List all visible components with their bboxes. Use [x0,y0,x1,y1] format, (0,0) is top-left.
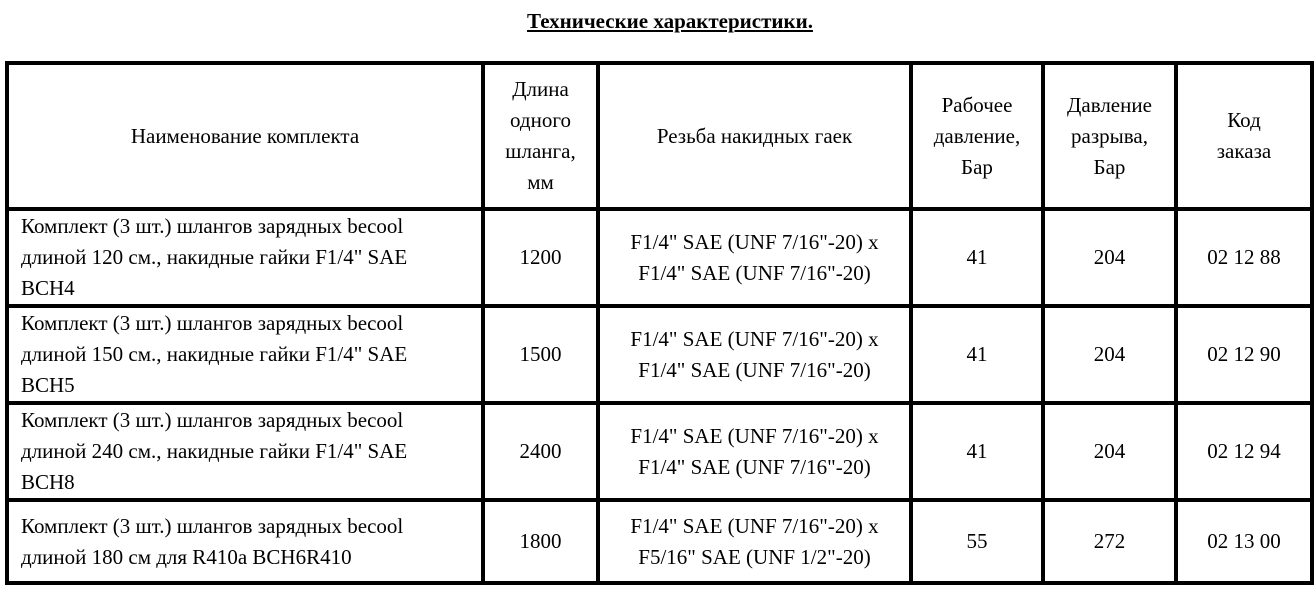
cell-working-pressure: 41 [911,209,1043,306]
header-code-line: Код [1227,108,1261,132]
page-title: Технические характеристики. [527,9,813,33]
cell-name [7,500,483,583]
header-working-line: давление, [933,123,1021,148]
header-working-line: Бар [961,154,993,179]
cell-burst-pressure: 204 [1043,209,1176,306]
cell-name [7,209,483,306]
cell-name [7,403,483,500]
cell-order-code: 02 13 00 [1176,500,1312,583]
header-code-line: заказа [1216,139,1272,163]
header-burst-pressure [1043,63,1176,209]
cell-burst-pressure: 204 [1043,306,1176,403]
header-burst-line: разрыва, [1071,123,1148,148]
table-row [7,403,1312,500]
cell-name-line: длиной 180 см для R410a BCH6R410 [21,544,352,569]
header-thread-label: Резьба накидных гаек [656,123,853,148]
table-row [7,209,1312,306]
cell-name-line: Комплект (3 шт.) шлангов зарядных becool [21,513,404,538]
table-row [7,500,1312,583]
cell-order-code: 02 12 94 [1176,403,1312,500]
table-row [7,306,1312,403]
header-length-line: шланга, [505,139,576,163]
cell-thread-line: F1/4" SAE (UNF 7/16"-20) [638,454,871,479]
header-length [483,63,598,209]
header-name [7,63,483,209]
header-working-line: Рабочее [941,92,1013,117]
cell-thread-line: F1/4" SAE (UNF 7/16"-20) x [630,229,879,254]
cell-name-line: BCH5 [21,373,75,397]
cell-thread-line: F1/4" SAE (UNF 7/16"-20) x [630,326,879,351]
cell-name-line: длиной 120 см., накидные гайки F1/4" SAE [21,245,408,269]
cell-length: 1200 [483,209,598,306]
table-header-row [7,63,1312,209]
cell-thread [598,500,911,583]
header-thread [598,63,911,209]
cell-name-line: BCH8 [21,470,75,494]
cell-name-line: длиной 150 см., накидные гайки F1/4" SAE [21,342,408,366]
cell-burst-pressure: 272 [1043,500,1176,583]
cell-thread-line: F1/4" SAE (UNF 7/16"-20) [638,357,871,382]
cell-name-line: длиной 240 см., накидные гайки F1/4" SAE [21,439,408,463]
cell-thread [598,306,911,403]
header-burst-line: Бар [1093,154,1126,179]
cell-name [7,306,483,403]
header-length-line: одного [510,108,571,132]
cell-working-pressure: 41 [911,306,1043,403]
cell-thread-line: F1/4" SAE (UNF 7/16"-20) x [630,423,879,448]
cell-thread-line: F1/4" SAE (UNF 7/16"-20) [638,260,871,285]
cell-working-pressure: 55 [911,500,1043,583]
cell-thread-line: F5/16" SAE (UNF 1/2"-20) [638,544,871,569]
cell-length: 2400 [483,403,598,500]
cell-order-code: 02 12 90 [1176,306,1312,403]
cell-name-line: Комплект (3 шт.) шлангов зарядных becool [21,214,404,238]
cell-length: 1500 [483,306,598,403]
specs-table [5,61,1314,585]
cell-thread [598,403,911,500]
cell-working-pressure: 41 [911,403,1043,500]
cell-thread [598,209,911,306]
cell-name-line: Комплект (3 шт.) шлангов зарядных becool [21,408,404,432]
cell-burst-pressure: 204 [1043,403,1176,500]
header-order-code [1176,63,1312,209]
cell-name-line: BCH4 [21,276,75,300]
cell-length: 1800 [483,500,598,583]
cell-order-code: 02 12 88 [1176,209,1312,306]
cell-name-line: Комплект (3 шт.) шлангов зарядных becool [21,311,404,335]
cell-thread-line: F1/4" SAE (UNF 7/16"-20) x [630,513,879,538]
header-length-line: Длина [512,77,569,101]
header-name-label: Наименование комплекта [130,123,360,148]
header-working-pressure [911,63,1043,209]
header-length-line: мм [527,170,554,194]
header-burst-line: Давление [1067,92,1152,117]
